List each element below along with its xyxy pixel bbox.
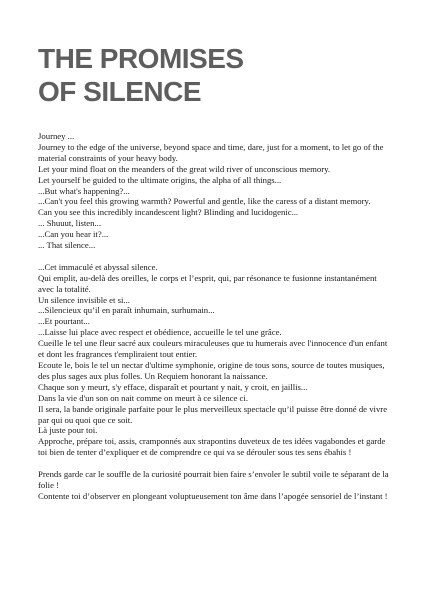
text-line: Journey to the edge of the universe, beyond space and time, dare, just for a moment, to let go of the material constraints of your heavy body. xyxy=(38,141,384,163)
text-line: Can you see this incredibly incandescent light? Blinding and lucidogenic... xyxy=(38,207,299,218)
text-line: Cueille le tel une fleur sacré aux couleurs miraculeuses que tu humerais avec l'innocence d'un enfant et dont les fragrances t'empliraient tout entier. xyxy=(38,338,388,360)
title-line-1: THE PROMISES xyxy=(38,43,244,74)
text-line: ...Can you hear it?... xyxy=(38,229,109,240)
paragraph-gap xyxy=(38,251,390,262)
text-line: Dans la vie d'un son on nait comme on meurt à ce silence ci. xyxy=(38,392,249,403)
text-line: ...But what's happening?... xyxy=(38,185,130,196)
text-line: ...Can't you feel this growing warmth? Powerful and gentle, like the caress of a distant memory. xyxy=(38,196,371,207)
text-line: ... That silence... xyxy=(38,240,96,251)
body-text xyxy=(38,131,390,502)
text-line: Contente toi d’observer en plongeant voluptueusement ton âme dans l’apogée sensoriel de l’instant ! xyxy=(38,490,388,501)
text-line: ...Laisse lui place avec respect et obédience, accueille le tel une grâce. xyxy=(38,327,282,338)
paragraph-gap xyxy=(38,458,390,469)
text-line: ...Cet immaculé et abyssal silence. xyxy=(38,261,158,272)
text-line: ... Shuuut, listen... xyxy=(38,218,101,229)
page-title xyxy=(38,42,388,108)
text-line: Chaque son y meurt, s'y efface, disparaît et pourtant y nait, y croit, en jaillis... xyxy=(38,381,308,392)
text-line: Let yourself be guided to the ultimate origins, the alpha of all things... xyxy=(38,174,282,185)
title-line-2: OF SILENCE xyxy=(38,76,202,107)
text-line: ...Et pourtant... xyxy=(38,316,90,327)
text-line: Il sera, la bande originale parfaite pour le plus merveilleux spectacle qu’il puisse être donné de vivre par qui ou quoi que ce soit. xyxy=(38,403,388,425)
text-line: Prends garde car le souffle de la curiosité pourrait bien faire s’envoler le subtil voile te séparant de la folie ! xyxy=(38,469,389,490)
text-line: Approche, prépare toi, assis, cramponnés aux strapontins duveteux de tes idées vagabondes et garde toi bien de tenter d’expliquer et de comprendre ce qui va se dérouler sous tes sens ébahis ! xyxy=(38,436,386,458)
paragraph xyxy=(38,469,390,502)
text-line: Qui emplit, au-delà des oreilles, le corps et l’esprit, qui, par résonance te fusionne instantanément avec la totalité. xyxy=(38,272,377,294)
text-line: Let your mind float on the meanders of the great wild river of unconscious memory. xyxy=(38,163,331,174)
paragraph xyxy=(38,131,390,251)
text-line: Journey ... xyxy=(38,131,75,141)
text-line: Là juste pour toi. xyxy=(38,425,98,436)
text-line: Ecoute le, bois le tel un nectar d'ultime symphonie, origine de tous sons, source de toutes musiques, des plus sages aux plus folles. Un Requiem honorant la naissance. xyxy=(38,360,385,381)
paragraph xyxy=(38,262,390,458)
text-line: ...Silencieux qu’il en paraît inhumain, surhumain... xyxy=(38,305,215,316)
text-line: Un silence invisible et si... xyxy=(38,294,130,305)
